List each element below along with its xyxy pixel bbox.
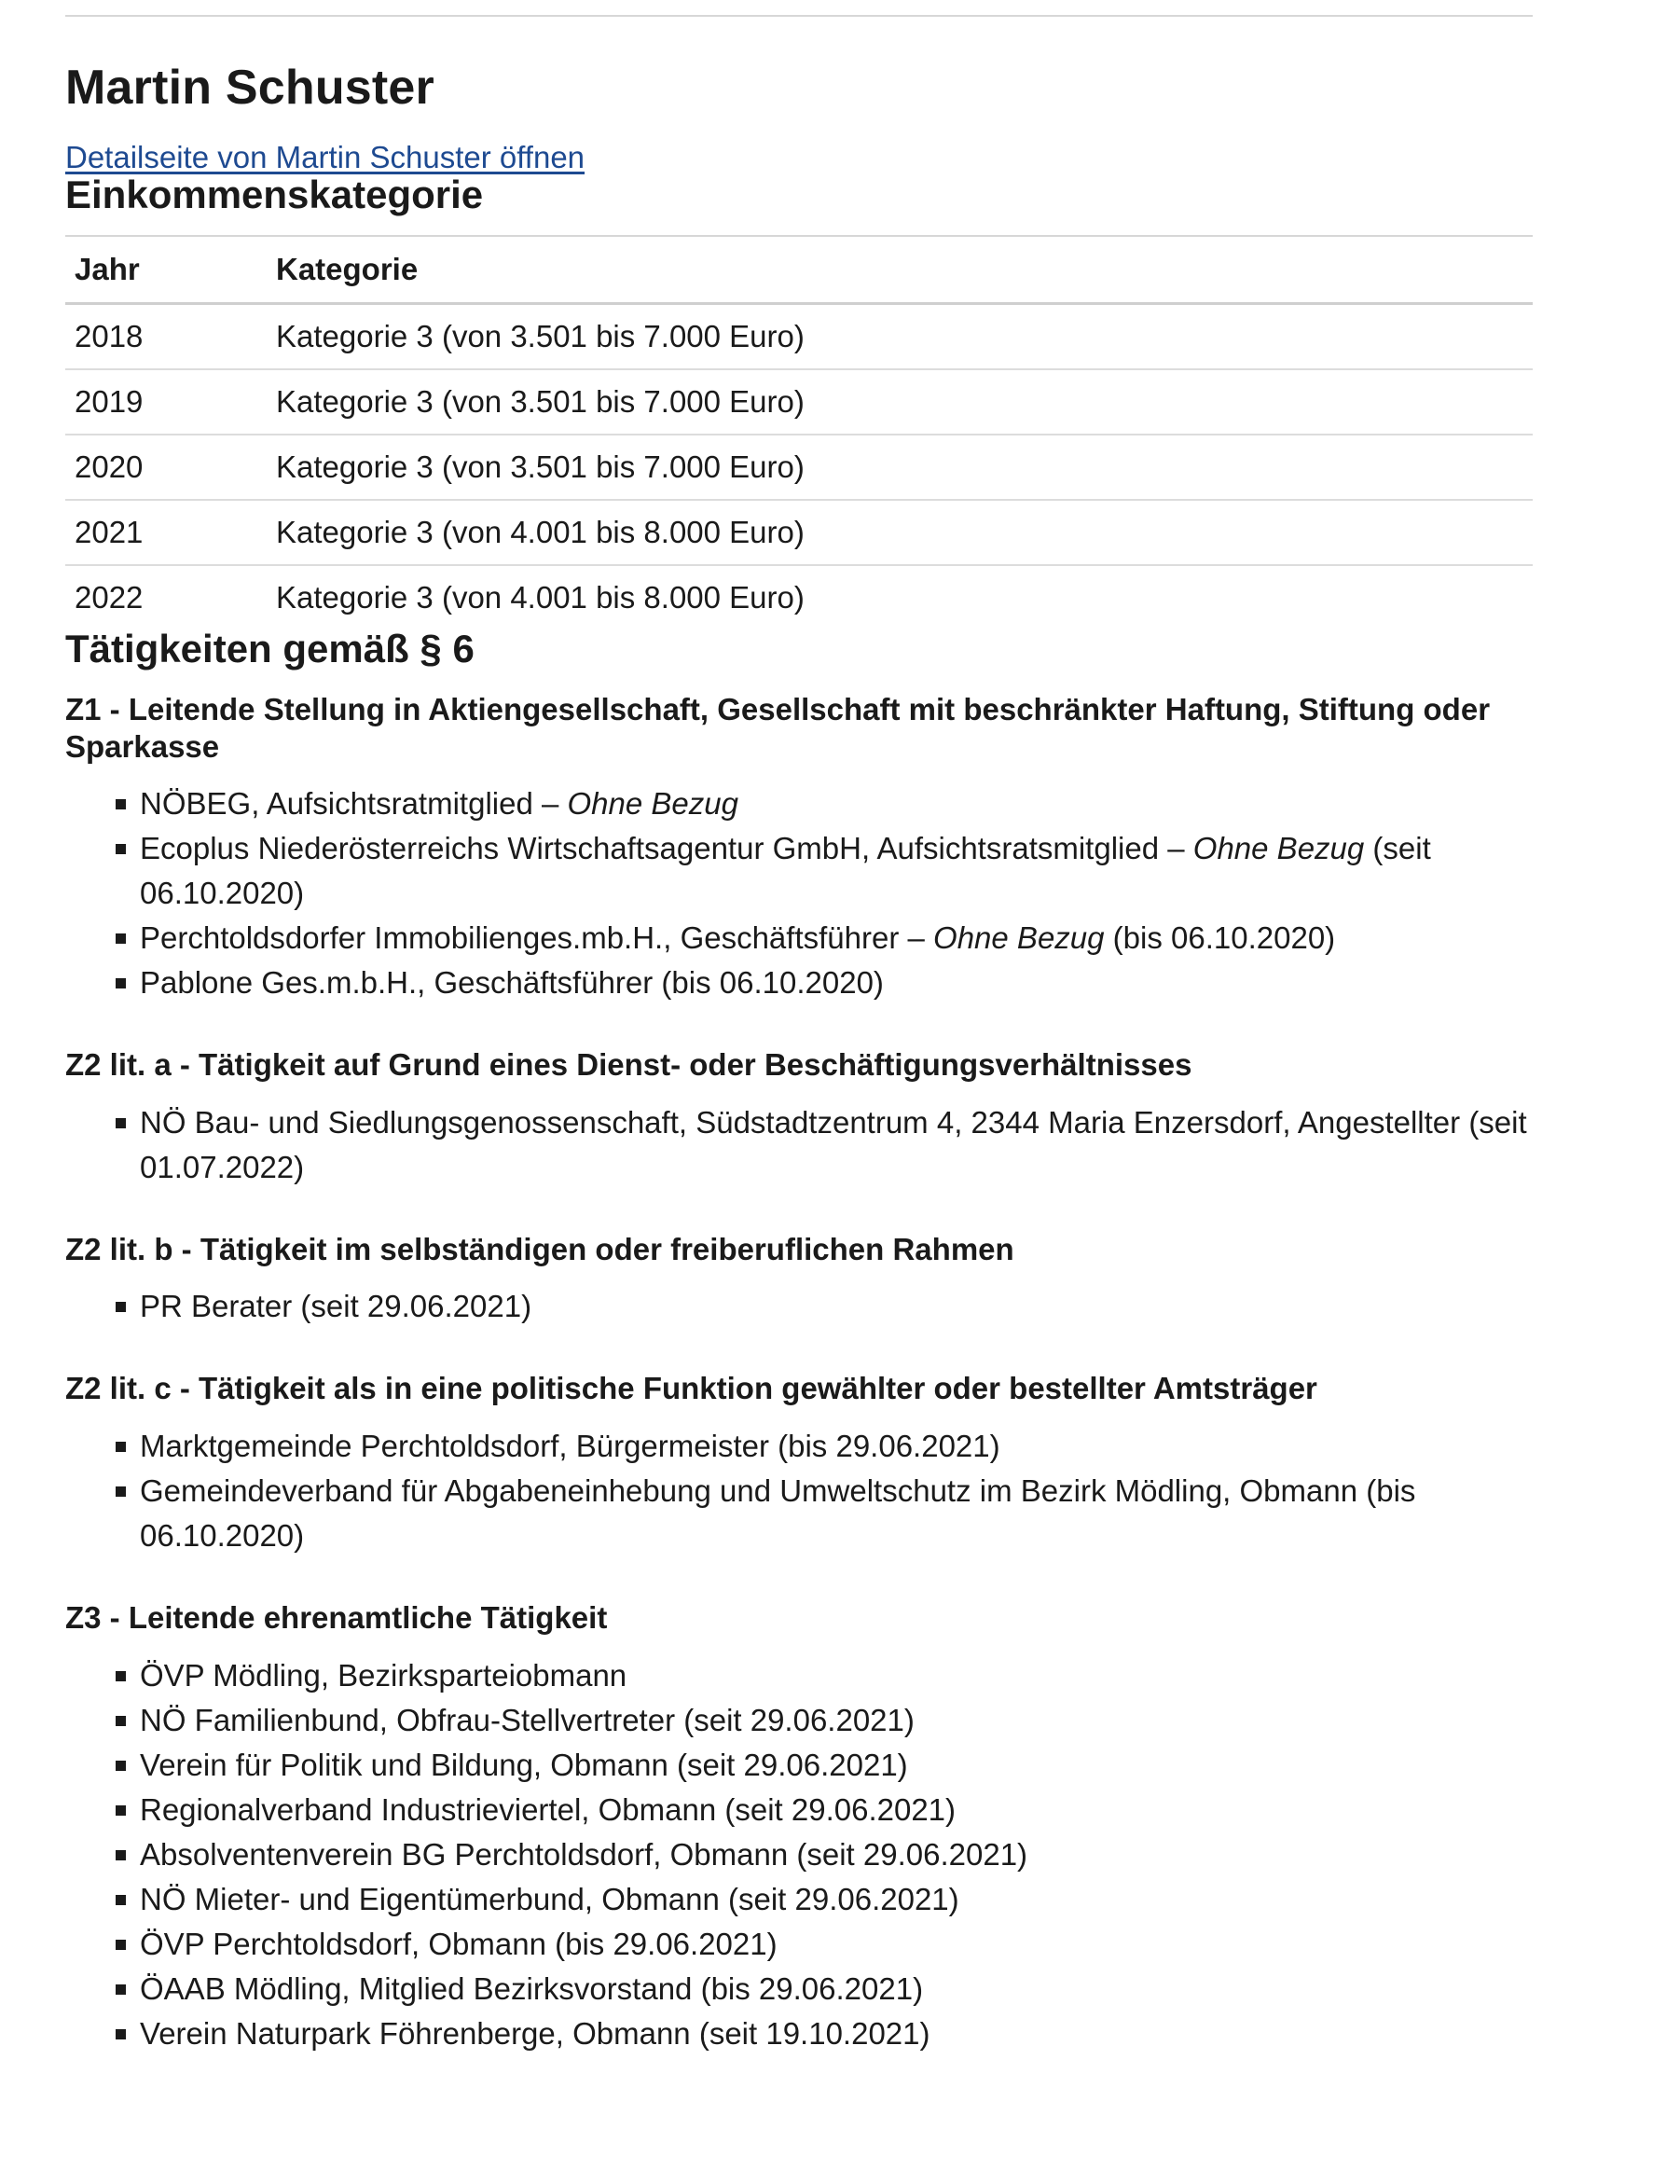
- list-item-text: Verein für Politik und Bildung, Obmann (seit 29.06.2021): [140, 1747, 908, 1782]
- cell-category: Kategorie 3 (von 3.501 bis 7.000 Euro): [267, 435, 1533, 500]
- list-item: [65, 1653, 1533, 1698]
- table-row: [65, 304, 1533, 370]
- activity-group: [65, 1046, 1533, 1190]
- activity-list: [65, 1653, 1533, 2056]
- table-row: [65, 500, 1533, 565]
- activity-group-title: Z2 lit. b - Tätigkeit im selbständigen oder freiberuflichen Rahmen: [65, 1231, 1014, 1266]
- activities-section-title: Tätigkeiten gemäß § 6: [65, 627, 475, 670]
- activity-list: [65, 1284, 1533, 1329]
- activity-group: [65, 1370, 1533, 1558]
- list-item-text: Pablone Ges.m.b.H., Geschäftsführer (bis 06.10.2020): [140, 965, 884, 1001]
- list-item-text: Verein Naturpark Föhrenberge, Obmann (seit 19.10.2021): [140, 2015, 930, 2051]
- activities-groups: [65, 691, 1533, 2056]
- activity-group-title: Z3 - Leitende ehrenamtliche Tätigkeit: [65, 1599, 608, 1635]
- list-item: [65, 1100, 1533, 1190]
- activity-group: [65, 1599, 1533, 2056]
- column-header-category: Kategorie: [267, 236, 1533, 304]
- top-divider: [65, 15, 1533, 17]
- cell-category: Kategorie 3 (von 4.001 bis 8.000 Euro): [276, 580, 805, 615]
- activity-list: [65, 1424, 1533, 1558]
- list-item-text: ÖVP Mödling, Bezirksparteiobmann: [140, 1657, 627, 1693]
- activity-group-title: Z2 lit. a - Tätigkeit auf Grund eines Dienst- oder Beschäftigungsverhältnisses: [65, 1047, 1192, 1083]
- list-item-text: Regionalverband Industrieviertel, Obmann (seit 29.06.2021): [140, 1791, 957, 1827]
- cell-year: 2020: [65, 435, 267, 500]
- list-item: [65, 961, 1533, 1005]
- list-item-suffix: (bis 06.10.2020): [1104, 920, 1336, 956]
- activity-group-title: Z2 lit. c - Tätigkeit als in eine politische Funktion gewählter oder bestellter Amtsträger: [65, 1371, 1317, 1406]
- list-item: [65, 1877, 1533, 1922]
- activity-group: [65, 1231, 1533, 1330]
- list-item: [65, 1698, 1533, 1743]
- income-table: [65, 235, 1533, 629]
- cell-year: 2019: [65, 369, 267, 435]
- list-item-text: NÖ Bau- und Siedlungsgenossenschaft, Südstadtzentrum 4, 2344 Maria Enzersdorf, Angestellter (seit 01.07.2022): [140, 1104, 1527, 1184]
- list-item-text: NÖ Familienbund, Obfrau-Stellvertreter (seit 29.06.2021): [140, 1702, 915, 1737]
- list-item-text: Absolventenverein BG Perchtoldsdorf, Obmann (seit 29.06.2021): [140, 1836, 1028, 1872]
- list-item-text: Marktgemeinde Perchtoldsdorf, Bürgermeister (bis 29.06.2021): [140, 1428, 1000, 1463]
- list-item-text: Ecoplus Niederösterreichs Wirtschaftsagentur GmbH, Aufsichtsratsmitglied –: [140, 831, 1193, 866]
- list-item-text: NÖBEG, Aufsichtsratmitglied –: [140, 786, 568, 822]
- list-item-note: Ohne Bezug: [933, 920, 1105, 956]
- list-item-note: Ohne Bezug: [1192, 831, 1365, 866]
- list-item: [65, 1424, 1533, 1469]
- list-item-text: NÖ Mieter- und Eigentümerbund, Obmann (seit 29.06.2021): [140, 1881, 959, 1916]
- column-header-year: Jahr: [65, 236, 267, 304]
- person-name: Martin Schuster: [65, 61, 434, 115]
- list-item: [65, 1743, 1533, 1788]
- list-item: [65, 916, 1533, 961]
- list-item-text: ÖVP Perchtoldsdorf, Obmann (bis 29.06.2021): [140, 1926, 778, 1961]
- page: [0, 15, 1533, 2056]
- cell-year: 2022: [75, 580, 144, 615]
- income-table-body: [65, 304, 1533, 630]
- list-item: [65, 2011, 1533, 2056]
- list-item: [65, 1788, 1533, 1832]
- list-item: [65, 1967, 1533, 2011]
- list-item-text: Gemeindeverband für Abgabeneinhebung und Umweltschutz im Bezirk Mödling, Obmann (bis 06.10.2020): [140, 1472, 1416, 1553]
- list-item-note: Ohne Bezug: [567, 786, 738, 822]
- cell-category: Kategorie 3 (von 3.501 bis 7.000 Euro): [267, 369, 1533, 435]
- list-item: [65, 1284, 1533, 1329]
- list-item-suffix: (seit 06.10.2020): [140, 831, 1431, 911]
- list-item: [65, 781, 1533, 826]
- activity-group: [65, 691, 1533, 1005]
- list-item-text: Perchtoldsdorfer Immobilienges.mb.H., Geschäftsführer –: [140, 920, 934, 956]
- cell-year: 2021: [65, 500, 267, 565]
- list-item: [65, 1832, 1533, 1877]
- detail-page-link[interactable]: Detailseite von Martin Schuster öffnen: [65, 140, 585, 174]
- cell-category: Kategorie 3 (von 3.501 bis 7.000 Euro): [267, 304, 1533, 370]
- cell-year: 2018: [65, 304, 267, 370]
- list-item: [65, 1469, 1533, 1558]
- list-item: [65, 1922, 1533, 1967]
- activity-list: [65, 1100, 1533, 1190]
- table-row: [65, 369, 1533, 435]
- activity-list: [65, 781, 1533, 1005]
- list-item-text: PR Berater (seit 29.06.2021): [140, 1289, 532, 1324]
- cell-category: Kategorie 3 (von 4.001 bis 8.000 Euro): [267, 500, 1533, 565]
- list-item: [65, 826, 1533, 916]
- table-row: [65, 435, 1533, 500]
- table-row: [65, 565, 1533, 629]
- income-section-title: Einkommenskategorie: [65, 173, 484, 216]
- list-item-text: ÖAAB Mödling, Mitglied Bezirksvorstand (bis 29.06.2021): [140, 1970, 924, 2006]
- activity-group-title: Z1 - Leitende Stellung in Aktiengesellschaft, Gesellschaft mit beschränkter Haftung, Stiftung oder Sparkasse: [65, 692, 1491, 764]
- income-table-header: [65, 236, 1533, 304]
